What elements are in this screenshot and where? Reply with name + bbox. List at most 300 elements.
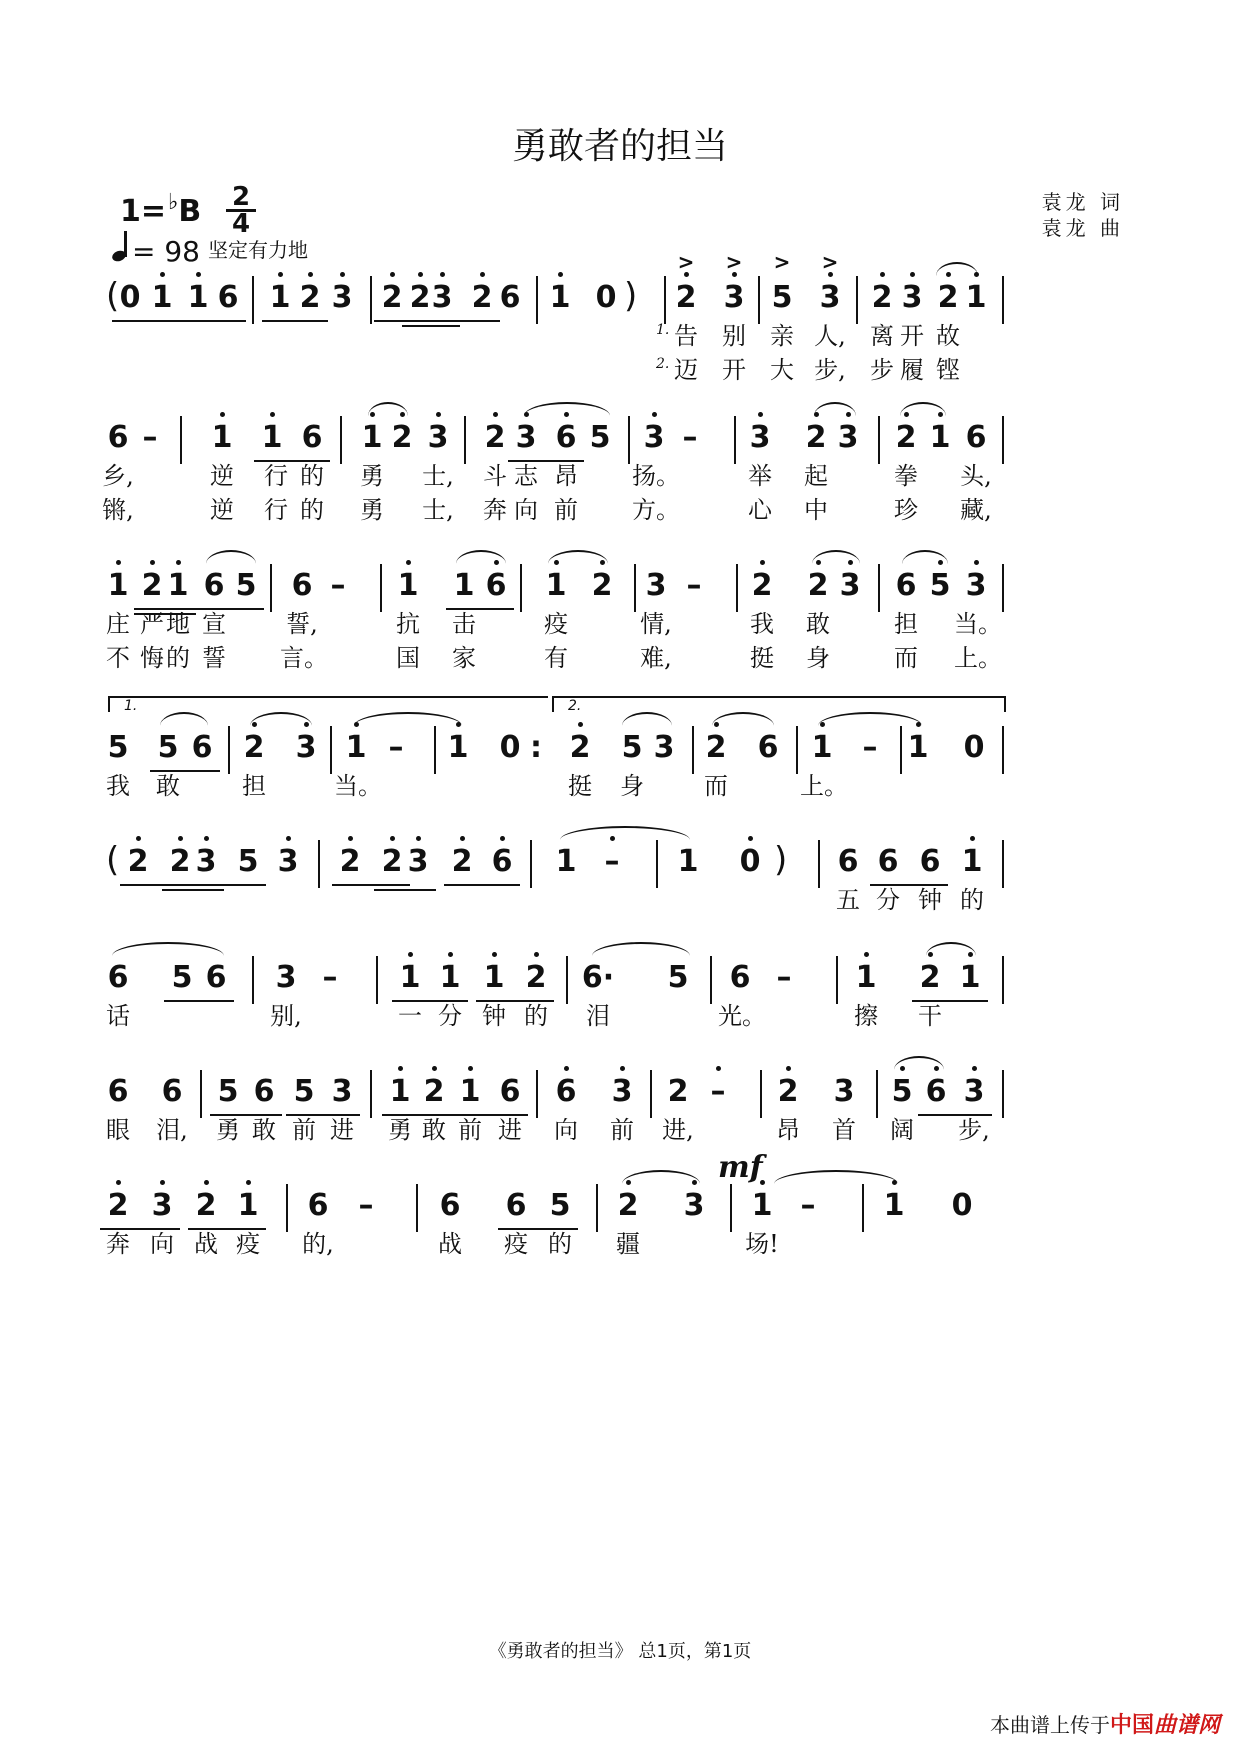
note: 2 [667,1074,689,1109]
barline [536,1070,538,1118]
barline [434,726,436,774]
note: 2 [884,408,928,468]
lyric-verse1: 拳 [894,462,918,490]
note: 5 [621,730,643,765]
lyric-verse1: 严 [140,610,164,638]
accent-mark: > [725,250,743,274]
lyric-verse2: 的 [300,496,324,524]
volta-label: 1. [124,698,138,714]
lyric-verse1: 勇 [388,1116,412,1144]
note: 1 [250,408,294,468]
barline [318,840,320,888]
key-prefix: 1= [120,194,167,229]
note: 2 [412,1062,456,1122]
lyric-verse1: 昂 [554,462,578,490]
note: 1 [378,1062,422,1122]
note: 1 [948,948,992,1008]
barline [596,1184,598,1232]
lyric-verse1: 步, [958,1116,990,1144]
lyric-verse2: 步 [870,356,894,384]
barline [1002,726,1004,774]
note: 0 [728,832,772,892]
lyric-verse2: 士, [422,496,454,524]
note: 6 [301,420,323,455]
note: 3 [284,718,328,778]
note: 1 [350,408,394,468]
lyric-verse2: 迈 [674,356,698,384]
barline [760,1070,762,1118]
note: 1 [334,718,378,778]
lyric-verse2: 珍 [894,496,918,524]
lyric-verse1: 分 [876,886,900,914]
lyric-verse1: 当。 [954,610,1002,638]
note: 3 [320,268,364,328]
lyric-verse1: 一 [398,1002,422,1030]
note: – [388,730,404,765]
note: 2 [606,1176,650,1236]
lyric-verse1: 疫 [544,610,568,638]
verse-number: 1. [656,322,670,338]
time-top: 2 [231,182,251,212]
accent-mark: > [773,250,791,274]
lyric-verse1: 干 [918,1002,942,1030]
note: – [776,960,792,995]
lyric-verse1: 起 [804,462,828,490]
lyric-verse1: 我 [106,772,130,800]
slur [814,402,856,416]
note: 6 [291,568,313,603]
note: 2 [794,408,838,468]
slur [160,712,208,726]
note: 5 [157,730,179,765]
note: 1 [386,556,430,616]
bracket: ( [106,276,120,316]
note: 1 [872,1176,916,1236]
barline [566,956,568,1004]
lyric-verse1: 情, [640,610,672,638]
dynamic-mark: mf [718,1150,763,1185]
barline [1002,276,1004,324]
note: 3 [954,556,998,616]
note: 3 [653,730,675,765]
lyric-verse1: 而 [704,772,728,800]
lyric-verse1: 的 [524,1002,548,1030]
notation-row [0,268,1240,328]
note: 3 [890,268,934,328]
barline [730,1184,732,1232]
lyric-verse2: 向 [514,496,538,524]
lyric-verse2: 挺 [750,644,774,672]
note: 3 [416,408,460,468]
lyric-verse1: 扬。 [632,462,680,490]
note: 6 [914,1062,958,1122]
slur [712,712,774,726]
note: – [322,960,338,995]
note: 1 [472,948,516,1008]
barline [252,956,254,1004]
lyricist-credit: 袁龙 词 [1041,190,1124,214]
note: 6 [877,844,899,879]
note: 6 [203,568,225,603]
barline [530,840,532,888]
lyric-verse2: 言。 [280,644,328,672]
note: 0 [595,280,617,315]
note: 3 [645,568,667,603]
lyric-verse2: 铿 [936,356,960,384]
lyric-verse1: 战 [438,1230,462,1258]
site-logo-2: 曲谱网 [1153,1713,1220,1738]
note: 3 [504,408,548,468]
note: 3 [184,832,228,892]
lyric-verse1: 故 [936,322,960,350]
lyric-verse1: 地 [166,610,190,638]
barline [1002,956,1004,1004]
accent-mark: > [677,250,695,274]
note: – [800,1188,816,1223]
note: 3 [396,832,440,892]
barline [464,416,466,464]
barline [340,416,342,464]
note: 5 [667,960,689,995]
note: 6 [919,844,941,879]
lyric-verse2: 身 [806,644,830,672]
note: 2 [558,718,602,778]
lyric-verse2: 难, [640,644,672,672]
quarter-note-icon [112,231,128,261]
lyric-verse2: 不 [106,644,130,672]
note: 6 [757,730,779,765]
composer-credit: 袁龙 曲 [1041,216,1124,240]
slur [622,1170,700,1184]
slur [622,712,672,726]
note: 1 [226,1176,270,1236]
lyric-verse1: 击 [452,610,476,638]
lyric-verse2: 逆 [210,496,234,524]
note: – [358,1188,374,1223]
note: 2 [473,408,517,468]
note: 5 [771,280,793,315]
lyric-verse1: 疫 [236,1230,260,1258]
barline [1002,840,1004,888]
barline [628,416,630,464]
slur [524,402,610,416]
note: 1 [96,556,140,616]
notation-row [0,832,1240,892]
lyric-verse1: 场! [745,1230,779,1258]
barline [252,276,254,324]
lyric-verse1: 首 [832,1116,856,1144]
lyric-verse1: 的 [960,886,984,914]
note: 2 [232,718,276,778]
note: 1 [388,948,432,1008]
slur [818,712,922,726]
lyric-verse2: 国 [396,644,420,672]
barline [180,416,182,464]
barline [878,416,880,464]
barline [380,564,382,612]
lyric-verse1: 疆 [616,1230,640,1258]
note: 3 [275,960,297,995]
lyric-verse1: 眼 [106,1116,130,1144]
lyric-verse2: 勇 [360,496,384,524]
lyric-verse2: 行 [264,496,288,524]
note: 1 [200,408,244,468]
lyric-verse1: 士, [422,462,454,490]
lyric-verse2: 开 [722,356,746,384]
note: 0 [963,730,985,765]
lyric-verse1: 抗 [396,610,420,638]
lyric-verse1: 人, [814,322,846,350]
note: 6 [499,280,521,315]
barline [796,726,798,774]
lyric-verse1: 分 [438,1002,462,1030]
barline [200,1070,202,1118]
lyric-verse1: 的 [300,462,324,490]
note: 2 [766,1062,810,1122]
note: 6 [837,844,859,879]
note: 3 [952,1062,996,1122]
lyric-verse1: 进, [662,1116,694,1144]
note: 3 [331,1074,353,1109]
lyric-verse1: 身 [620,772,644,800]
lyric-verse2: 履 [900,356,924,384]
note: 0 [499,730,521,765]
slur [250,712,312,726]
note: 3 [140,1176,184,1236]
lyric-verse1: 离 [870,322,894,350]
note: 2 [116,832,160,892]
tempo-marking [112,231,308,268]
lyric-verse1: 敢 [806,610,830,638]
note: 1 [800,718,844,778]
lyric-verse1: 五 [836,886,860,914]
note: 1 [258,268,302,328]
note: 2 [440,832,484,892]
lyric-verse2: 而 [894,644,918,672]
note: 2 [460,268,504,328]
note: 3 [826,408,870,468]
barline [836,956,838,1004]
note: 2 [288,268,332,328]
lyric-verse2: 家 [452,644,476,672]
note: 2 [740,556,784,616]
lyric-verse1: 前 [610,1116,634,1144]
lyric-verse1: 别, [270,1002,302,1030]
lyric-verse1: 开 [900,322,924,350]
barline [734,416,736,464]
note: 3 [828,556,872,616]
upload-text: 本曲谱上传于 [989,1713,1110,1737]
tempo-value: = 98 [132,235,200,268]
note: 3 [672,1176,716,1236]
lyric-verse2: 的 [166,644,190,672]
lyric-verse1: 敢 [422,1116,446,1144]
lyric-verse2: 步, [814,356,846,384]
note: 5 [293,1074,315,1109]
barline [818,840,820,888]
note: 1 [534,556,578,616]
note: 2 [158,832,202,892]
slur [900,402,946,416]
barline [1002,564,1004,612]
note: 1 [156,556,200,616]
note: 5 [171,960,193,995]
note: 5 [549,1188,571,1223]
barline [656,840,658,888]
lyric-verse1: 当。 [334,772,382,800]
note: 6 [505,1188,527,1223]
upload-note [990,1708,1220,1739]
barline [416,1184,418,1232]
barline [1002,416,1004,464]
note: 1 [436,718,480,778]
slur [456,550,506,564]
note: – [696,1062,740,1122]
note: 5 [107,730,129,765]
lyric-verse1: 志 [514,462,538,490]
note: 2 [398,268,442,328]
slur [902,550,948,564]
accent-mark: > [821,250,839,274]
time-bottom: 4 [231,209,251,239]
barline [736,564,738,612]
note: 6 [107,960,129,995]
page-footer: 《勇敢者的担当》 总1页，第1页 [488,1641,752,1662]
slur [368,402,408,416]
lyric-verse1: 亲 [770,322,794,350]
note: – [590,832,634,892]
lyric-verse2: 有 [544,644,568,672]
note: 0 [119,280,141,315]
note: 5 [880,1062,924,1122]
note: 6 [107,1074,129,1109]
note: 2 [860,268,904,328]
slur [936,262,978,276]
barline [1002,1070,1004,1118]
note: 6 [544,408,588,468]
note: 3 [738,408,782,468]
note: 2 [184,1176,228,1236]
notation-row [0,408,1240,468]
note: 2 [664,268,708,328]
barline [536,276,538,324]
note: 3 [600,1062,644,1122]
slur [926,942,976,956]
note: – [862,730,878,765]
note: – [686,568,702,603]
lyric-verse1: 昂 [776,1116,800,1144]
note: 5 [235,568,257,603]
key-signature [120,190,201,229]
verse-number: 2. [656,356,670,372]
note: 1 [538,268,582,328]
note: 1 [448,1062,492,1122]
lyric-verse1: 告 [674,322,698,350]
site-logo: 中国 [1109,1713,1154,1738]
lyric-verse1: 誓, [286,610,318,638]
note: 2 [514,948,558,1008]
note: – [682,420,698,455]
note: 1 [896,718,940,778]
lyric-verse1: 光。 [718,1002,766,1030]
note: 1 [918,408,962,468]
barline [330,726,332,774]
slur [548,550,608,564]
note: 2 [580,556,624,616]
page-title: 勇敢者的担当 [511,126,728,167]
volta-label: 2. [568,698,582,714]
time-signature [226,182,256,239]
lyric-verse1: 向 [554,1116,578,1144]
note: 2 [130,556,174,616]
lyric-verse1: 庄 [106,610,130,638]
lyric-verse2: 锵, [102,496,134,524]
note: 6 [499,1074,521,1109]
note: 2 [370,268,414,328]
note: 6· [581,960,615,995]
slur [560,826,690,840]
lyric-verse1: 别 [722,322,746,350]
slur [354,712,462,726]
note: 1 [555,844,577,879]
note: 3 [632,408,676,468]
lyric-verse1: 向 [150,1230,174,1258]
note: 1 [844,948,888,1008]
note: 1 [140,268,184,328]
lyric-verse2: 奔 [483,496,507,524]
bracket: ) [774,840,788,880]
lyric-verse1: 钟 [482,1002,506,1030]
lyric-verse2: 中 [804,496,828,524]
lyric-verse1: 前 [458,1116,482,1144]
note: 2 [908,948,952,1008]
note: 6 [191,730,213,765]
lyric-verse2: 悔 [140,644,164,672]
lyric-verse2: 誓 [202,644,226,672]
note: 1 [176,268,220,328]
note: 6 [253,1074,275,1109]
lyric-verse1: 话 [106,1002,130,1030]
note: 6 [307,1188,329,1223]
lyric-verse1: 的, [302,1230,334,1258]
note: 6 [107,420,129,455]
note: – [330,568,346,603]
barline [900,726,902,774]
note: 2 [370,832,414,892]
volta-bracket [552,696,1006,712]
lyric-verse1: 举 [748,462,772,490]
lyric-verse1: 泪 [586,1002,610,1030]
lyric-verse2: 藏, [960,496,992,524]
note: 5 [589,420,611,455]
note: 0 [951,1188,973,1223]
note: 3 [420,268,464,328]
note: 3 [833,1074,855,1109]
note: 6 [161,1074,183,1109]
lyric-verse1: 进 [498,1116,522,1144]
lyric-verse1: 的 [548,1230,572,1258]
barline [856,276,858,324]
note: 6 [965,420,987,455]
note: 6 [217,280,239,315]
lyric-verse1: 逆 [210,462,234,490]
tempo-word: 坚定有力地 [208,238,308,262]
lyric-verse1: 斗 [483,462,507,490]
volta-bracket [108,696,548,712]
lyric-verse1: 阔 [890,1116,914,1144]
flat-sign: ♭ [168,190,179,215]
lyric-verse1: 挺 [568,772,592,800]
